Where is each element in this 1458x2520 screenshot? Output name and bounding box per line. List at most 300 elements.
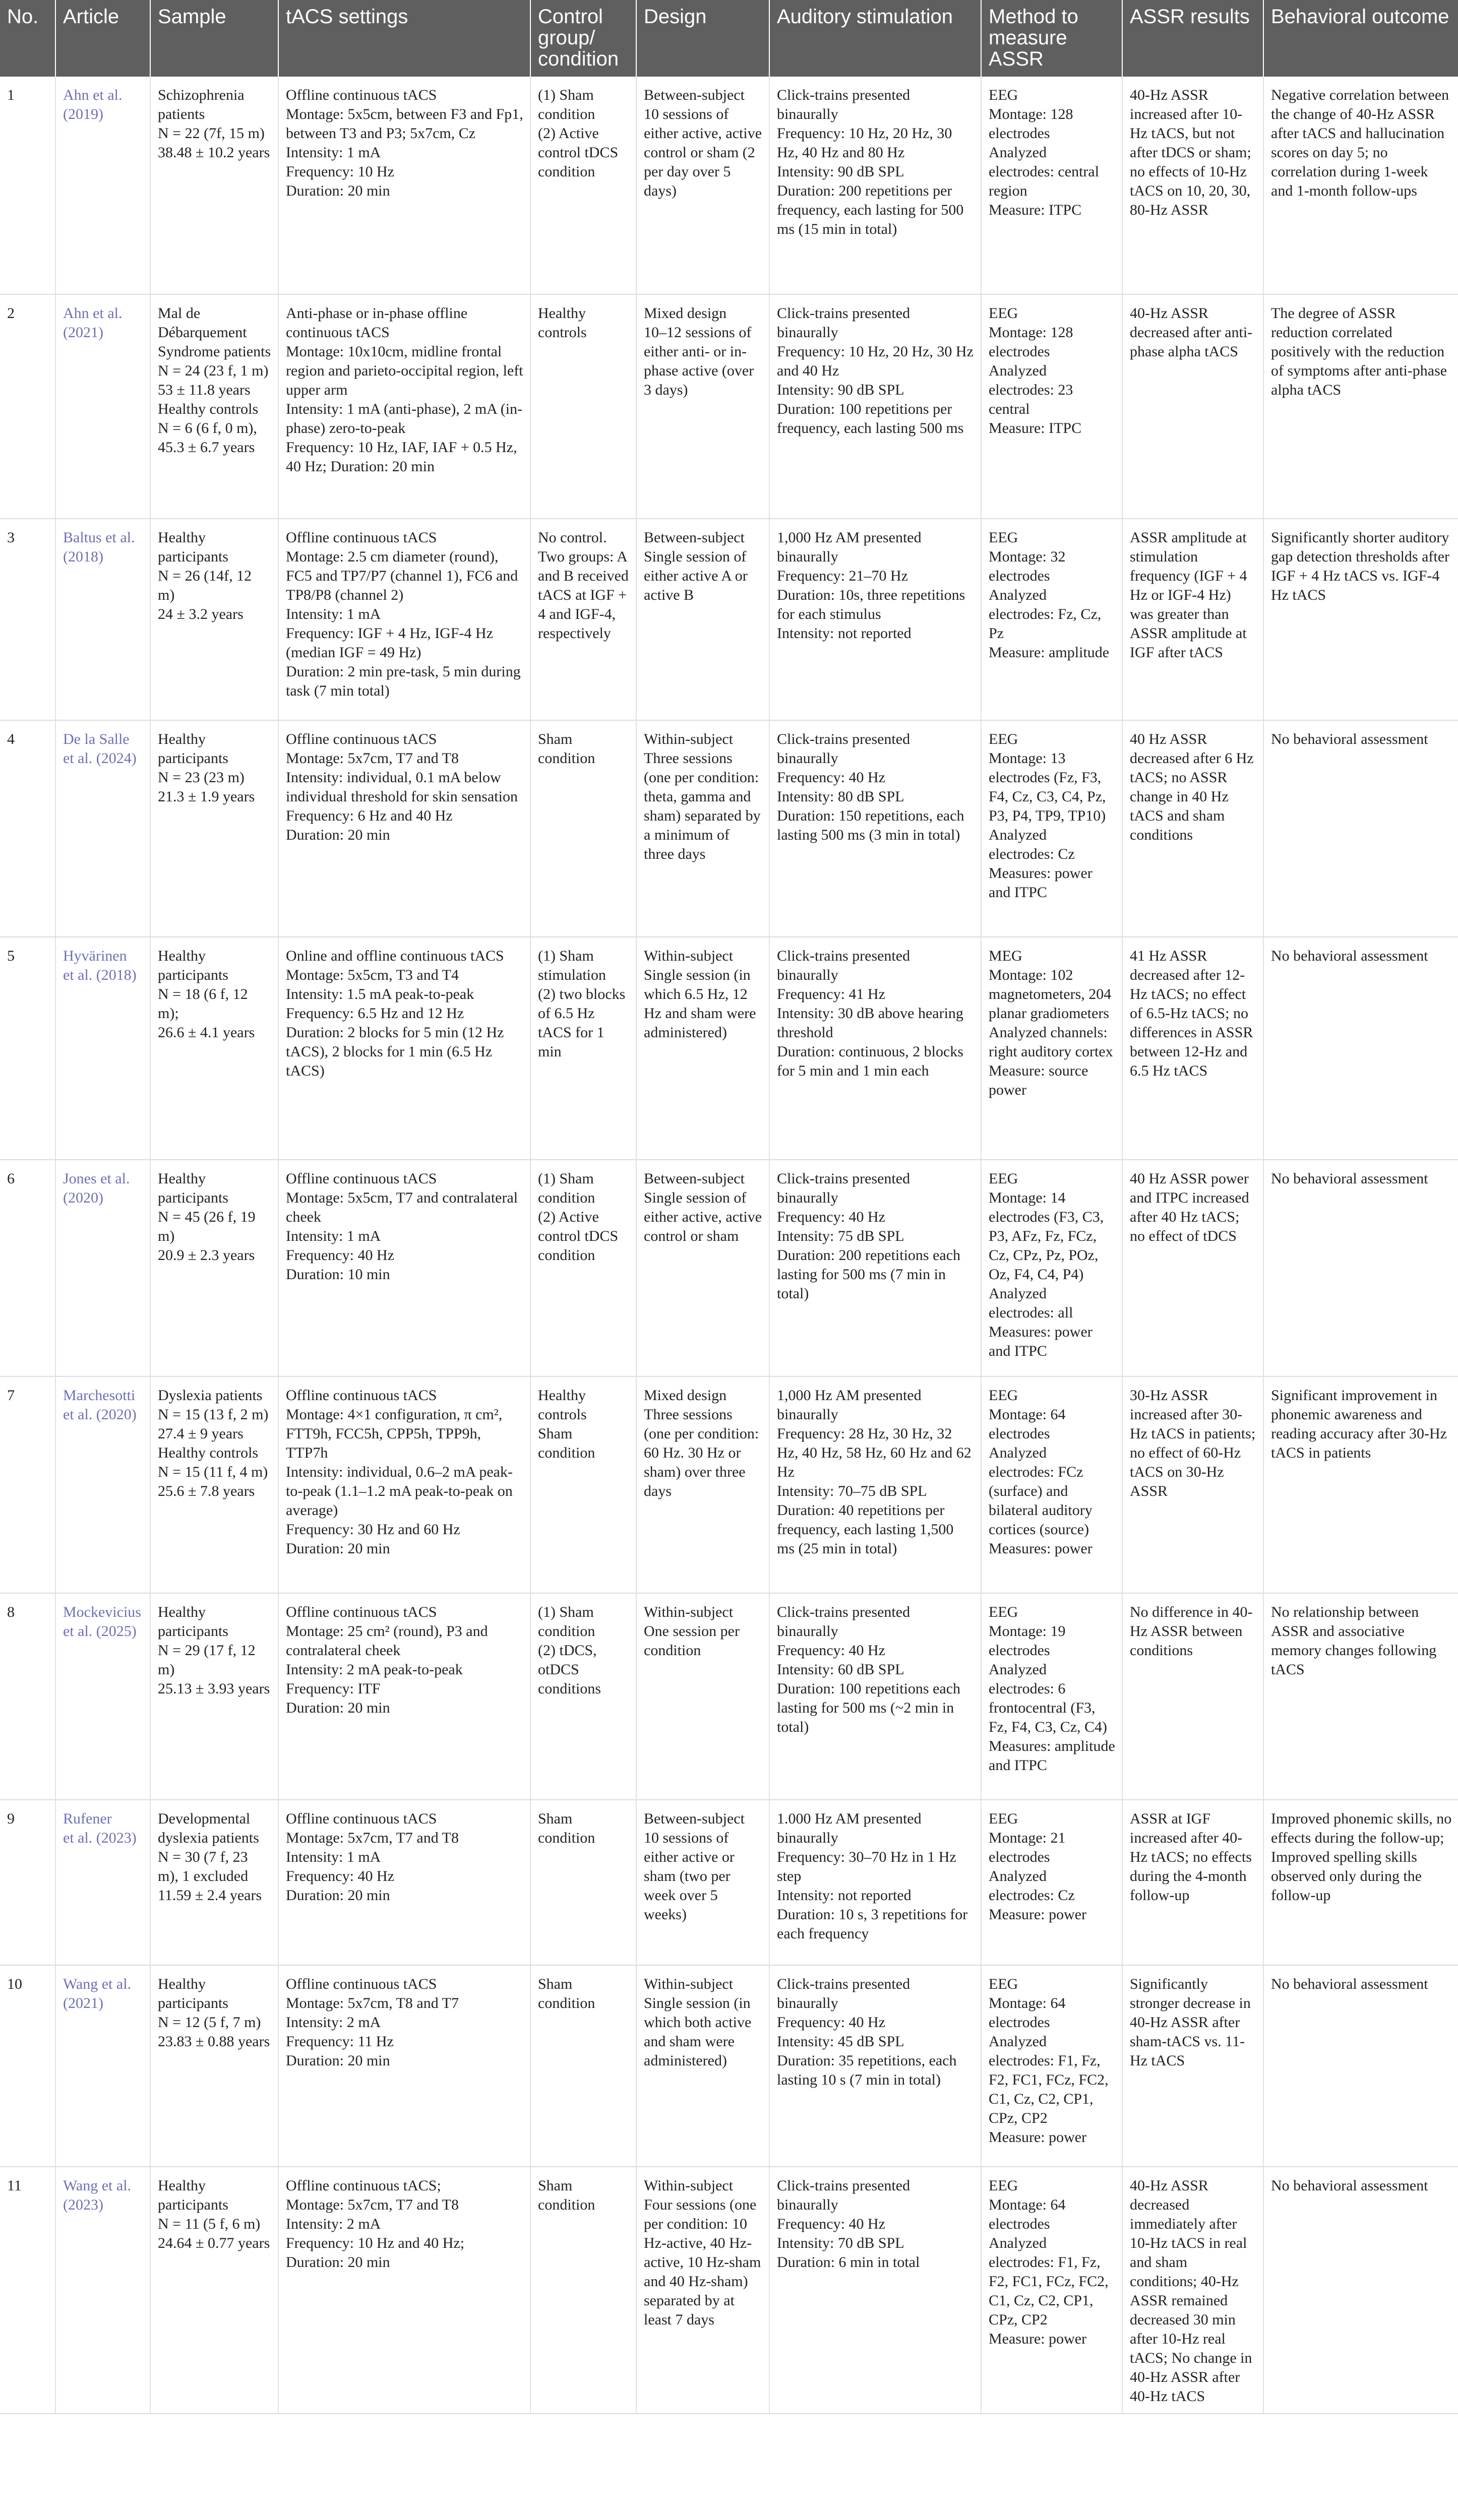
table-row (0, 77, 1458, 294)
header-method-to-measure-assr: Method to measure ASSR (981, 0, 1122, 77)
cell-tacs-settings (278, 1376, 530, 1593)
cell-design (636, 1800, 769, 1965)
cell-text-line: Offline continuous tACS (286, 731, 437, 747)
cell-assr-results (1122, 2167, 1263, 2414)
row-number: 6 (7, 1170, 15, 1187)
cell-text-line: Montage: 5x7cm, T8 and T7 (286, 1995, 459, 2011)
cell-method-to-measure-assr (981, 1160, 1122, 1376)
cell-auditory-stimulation (769, 1376, 981, 1593)
cell-assr-results (1122, 1965, 1263, 2167)
cell-text-line: Intensity: individual, 0.1 mA below individual threshold for skin sensation (286, 769, 518, 805)
cell-auditory-stimulation (769, 1160, 981, 1376)
cell-text-line: Duration: 6 min in total (777, 2254, 920, 2271)
cell-sample (150, 1800, 278, 1965)
cell-text-line: 10 sessions of either active or sham (two per week over 5 weeks) (644, 1830, 735, 1923)
table-row (0, 720, 1458, 937)
cell-text-line: Montage: 128 electrodes (989, 106, 1073, 142)
cell-text-line: Frequency: IGF + 4 Hz, IGF-4 Hz (median IGF = 49 Hz) (286, 625, 494, 661)
cell-text-line: 25.6 ± 7.8 years (158, 1483, 255, 1499)
cell-text-line: N = 24 (23 f, 1 m) (158, 362, 269, 379)
cell-control-group (530, 1965, 636, 2167)
table-row (0, 2167, 1458, 2414)
cell-text-line: Click-trains presented binaurally (777, 305, 910, 341)
cell-text-line: N = 29 (17 f, 12 m) (158, 1642, 256, 1678)
cell-tacs-settings (278, 1800, 530, 1965)
cell-text-line: Developmental dyslexia patients (158, 1810, 259, 1846)
cell-sample (150, 937, 278, 1160)
cell-design (636, 937, 769, 1160)
cell-text-line: Schizophrenia (158, 87, 245, 103)
cell-text-line: Montage: 5x5cm, between F3 and Fp1, between T3 and P3; 5x7cm, Cz (286, 106, 523, 142)
table-row (0, 1965, 1458, 2167)
cell-design (636, 720, 769, 937)
cell-control-group (530, 2167, 636, 2414)
cell-text-line: Sham condition (538, 2177, 595, 2213)
cell-text-line: Intensity: 30 dB above hearing threshold (777, 1005, 963, 1041)
cell-method-to-measure-assr (981, 2167, 1122, 2414)
cell-text-line: No behavioral assessment (1271, 731, 1428, 747)
table-body (0, 77, 1458, 2414)
cell-text-line: Between-subject (644, 1170, 745, 1187)
cell-auditory-stimulation (769, 294, 981, 519)
cell-text-line: 24 ± 3.2 years (158, 606, 244, 622)
cell-article (55, 77, 150, 294)
cell-text-line: Single session of either active, active control or sham (644, 1189, 762, 1244)
cell-no (0, 294, 55, 519)
cell-text-line: Mixed design (644, 1387, 727, 1404)
cell-text-line: Frequency: 30–70 Hz in 1 Hz step (777, 1849, 956, 1884)
article-citation-link[interactable]: et al. (2018) (63, 967, 137, 983)
cell-text-line: Sham condition (538, 1425, 595, 1461)
cell-control-group (530, 1376, 636, 1593)
cell-text-line: Frequency: 6 Hz and 40 Hz (286, 807, 453, 824)
cell-text-line: No behavioral assessment (1271, 2177, 1428, 2194)
cell-text-line: Duration: 100 repetitions per frequency, each lasting 500 ms (777, 401, 964, 436)
cell-article (55, 1376, 150, 1593)
cell-text-line: Frequency: 11 Hz (286, 2033, 394, 2050)
cell-text-line: Montage: 32 electrodes (989, 548, 1066, 584)
cell-text-line: EEG (989, 529, 1018, 546)
article-citation-link[interactable]: Ahn et al. (63, 87, 123, 103)
row-number: 1 (7, 87, 15, 103)
cell-text-line: Between-subject (644, 529, 745, 546)
cell-text-line: Intensity: 2 mA (286, 2216, 381, 2232)
cell-text-line: Healthy controls (158, 401, 259, 417)
cell-sample (150, 2167, 278, 2414)
cell-behavioral-outcome (1263, 2167, 1458, 2414)
cell-text-line: Intensity: 1 mA (286, 1228, 381, 1244)
cell-text-line: N = 26 (14f, 12 m) (158, 568, 252, 603)
cell-text-line: Montage: 5x7cm, T7 and T8 (286, 750, 459, 767)
cell-auditory-stimulation (769, 1965, 981, 2167)
cell-text-line: (2) Active control tDCS condition (538, 1209, 619, 1264)
cell-assr-results (1122, 937, 1263, 1160)
article-citation-link[interactable]: et al. (2020) (63, 1406, 137, 1423)
cell-text-line: Duration: 2 min pre-task, 5 min during task (7 min total) (286, 663, 521, 699)
table-header-row (0, 0, 1458, 77)
article-citation-link[interactable]: et al. (2025) (63, 1623, 137, 1640)
header-control-group: Control group/ condition (530, 0, 636, 77)
cell-text-line: Between-subject (644, 1810, 745, 1827)
cell-tacs-settings (278, 77, 530, 294)
cell-text-line: 21.3 ± 1.9 years (158, 788, 255, 805)
article-citation-link[interactable]: Marchesotti (63, 1387, 136, 1404)
cell-text-line: Intensity: not reported (777, 1887, 912, 1904)
cell-text-line: Montage: 64 electrodes (989, 1406, 1066, 1442)
cell-text-line: Healthy participants (158, 1604, 228, 1640)
article-citation-link[interactable]: Baltus et al. (63, 529, 135, 546)
cell-text-line: Measure: amplitude (989, 644, 1110, 661)
cell-text-line: Intensity: 45 dB SPL (777, 2033, 904, 2050)
table-row (0, 1376, 1458, 1593)
cell-text-line: Frequency: 10 Hz and 40 Hz; (286, 2235, 465, 2251)
table-row (0, 1160, 1458, 1376)
cell-text-line: Healthy participants (158, 1170, 228, 1206)
cell-assr-results (1122, 1376, 1263, 1593)
cell-text-line: Analyzed electrodes: Cz (989, 827, 1075, 862)
cell-text-line: No relationship between ASSR and associative memory changes following tACS (1271, 1604, 1437, 1678)
cell-text-line: (2) tDCS, otDCS conditions (538, 1642, 601, 1697)
row-number: 9 (7, 1810, 15, 1827)
cell-text-line: 1,000 Hz AM presented binaurally (777, 1387, 922, 1423)
cell-article (55, 720, 150, 937)
cell-text-line: Montage: 25 cm² (round), P3 and contralateral cheek (286, 1623, 488, 1659)
row-number: 4 (7, 731, 15, 747)
cell-text-line: Montage: 21 electrodes (989, 1830, 1066, 1865)
cell-text-line: 53 ± 11.8 years (158, 382, 251, 398)
cell-text-line: Intensity: 2 mA peak-to-peak (286, 1661, 463, 1678)
cell-text-line: Montage: 5x5cm, T7 and contralateral cheek (286, 1189, 518, 1225)
cell-text-line: Analyzed electrodes: all (989, 1285, 1073, 1321)
article-citation-link[interactable]: (2020) (63, 1189, 103, 1206)
cell-method-to-measure-assr (981, 294, 1122, 519)
article-citation-link[interactable]: Jones et al. (63, 1170, 130, 1187)
cell-method-to-measure-assr (981, 1376, 1122, 1593)
article-citation-link[interactable]: (2021) (63, 1995, 103, 2011)
cell-text-line: Duration: 20 min (286, 2052, 390, 2069)
cell-text-line: Duration: 20 min (286, 2254, 390, 2271)
cell-auditory-stimulation (769, 1593, 981, 1800)
article-citation-link[interactable]: (2021) (63, 324, 103, 341)
cell-text-line: Analyzed electrodes: central region (989, 144, 1100, 199)
cell-assr-results (1122, 519, 1263, 720)
cell-text-line: Significantly stronger decrease in 40-Hz ASSR after sham-tACS vs. 11-Hz tACS (1130, 1976, 1251, 2069)
cell-text-line: Analyzed electrodes: 23 central (989, 362, 1073, 417)
cell-text-line: Four sessions (one per condition: 10 Hz-active, 40 Hz-active, 10 Hz-sham and 40 Hz-sham) separated by at least 7 days (644, 2196, 761, 2328)
cell-no (0, 1965, 55, 2167)
row-number: 5 (7, 948, 15, 964)
article-citation-link[interactable]: Hyvärinen (63, 948, 127, 964)
cell-text-line: N = 22 (7f, 15 m) (158, 125, 265, 142)
cell-text-line: EEG (989, 1387, 1018, 1404)
cell-text-line: Montage: 14 electrodes (F3, C3, P3, AFz, Fz, FCz, Cz, CPz, Pz, POz, Oz, F4, C4, P4) (989, 1189, 1104, 1283)
cell-text-line: Offline continuous tACS; (286, 2177, 441, 2194)
cell-text-line: Intensity: 80 dB SPL (777, 788, 904, 805)
cell-design (636, 1376, 769, 1593)
cell-design (636, 77, 769, 294)
cell-text-line: Within-subject (644, 2177, 734, 2194)
cell-text-line: Duration: 20 min (286, 1540, 390, 1557)
article-citation-link[interactable]: De la Salle (63, 731, 130, 747)
cell-text-line: Online and offline continuous tACS (286, 948, 504, 964)
cell-assr-results (1122, 77, 1263, 294)
cell-text-line: (2) two blocks of 6.5 Hz tACS for 1 min (538, 986, 626, 1060)
cell-text-line: (1) Sham condition (538, 1604, 595, 1640)
cell-text-line: Offline continuous tACS (286, 1604, 437, 1620)
cell-text-line: N = 6 (6 f, 0 m), (158, 420, 257, 436)
cell-text-line: 40 Hz ASSR decreased after 6 Hz tACS; no ASSR change in 40 Hz tACS and sham conditions (1130, 731, 1254, 843)
cell-auditory-stimulation (769, 720, 981, 937)
cell-article (55, 1593, 150, 1800)
cell-text-line: 40-Hz ASSR decreased immediately after 10-Hz tACS in real and sham conditions; 40-Hz ASSR remained decreased 30 min after 10-Hz real tACS; No change in 40-Hz ASSR after 40-Hz tACS (1130, 2177, 1252, 2405)
cell-text-line: Montage: 5x7cm, T7 and T8 (286, 2196, 459, 2213)
cell-text-line: Between-subject (644, 87, 745, 103)
cell-text-line: Intensity: 60 dB SPL (777, 1661, 904, 1678)
cell-control-group (530, 294, 636, 519)
cell-text-line: Within-subject (644, 948, 734, 964)
cell-text-line: N = 45 (26 f, 19 m) (158, 1209, 256, 1244)
header-article: Article (55, 0, 150, 77)
cell-text-line: Measure: power (989, 2129, 1087, 2146)
cell-method-to-measure-assr (981, 77, 1122, 294)
cell-text-line: Significantly shorter auditory gap detection thresholds after IGF + 4 Hz tACS vs. IGF-4 Hz tACS (1271, 529, 1450, 603)
article-citation-link[interactable]: Mockevicius (63, 1604, 141, 1620)
header-sample: Sample (150, 0, 278, 77)
cell-text-line: No behavioral assessment (1271, 1170, 1428, 1187)
cell-behavioral-outcome (1263, 77, 1458, 294)
cell-text-line: Within-subject (644, 1604, 734, 1620)
cell-text-line: Frequency: 40 Hz (777, 2014, 885, 2031)
table-row (0, 519, 1458, 720)
cell-text-line: Montage: 19 electrodes (989, 1623, 1066, 1659)
cell-text-line: No control. Two groups: A and B received tACS at IGF + 4 and IGF-4, respectively (538, 529, 629, 642)
cell-assr-results (1122, 1593, 1263, 1800)
cell-no (0, 1376, 55, 1593)
article-citation-link[interactable]: Rufener (63, 1810, 112, 1827)
cell-text-line: Analyzed electrodes: Fz, Cz, Pz (989, 587, 1102, 642)
cell-text-line: EEG (989, 731, 1018, 747)
cell-text-line: Healthy participants (158, 2177, 228, 2213)
cell-text-line: Frequency: 30 Hz and 60 Hz (286, 1521, 460, 1538)
cell-tacs-settings (278, 1965, 530, 2167)
cell-text-line: Intensity: 75 dB SPL (777, 1228, 904, 1244)
cell-sample (150, 294, 278, 519)
cell-text-line: Significant improvement in phonemic awareness and reading accuracy after 30-Hz tACS in patients (1271, 1387, 1447, 1461)
cell-text-line: Click-trains presented binaurally (777, 87, 910, 122)
cell-article (55, 1965, 150, 2167)
cell-text-line: Frequency: 40 Hz (777, 1642, 885, 1659)
cell-text-line: 26.6 ± 4.1 years (158, 1024, 255, 1041)
cell-text-line: Montage: 10x10cm, midline frontal region and parieto-occipital region, left upper arm (286, 343, 523, 398)
cell-text-line: ASSR amplitude at stimulation frequency (IGF + 4 Hz or IGF-4 Hz) was greater than ASSR amplitude at IGF after tACS (1130, 529, 1247, 661)
article-citation-link[interactable]: Wang et al. (63, 1976, 132, 1992)
cell-sample (150, 720, 278, 937)
cell-text-line: Intensity: individual, 0.6–2 mA peak-to-peak (1.1–1.2 mA peak-to-peak on average) (286, 1464, 513, 1519)
cell-text-line: No behavioral assessment (1271, 948, 1428, 964)
cell-text-line: Montage: 128 electrodes (989, 324, 1073, 360)
cell-tacs-settings (278, 519, 530, 720)
cell-auditory-stimulation (769, 519, 981, 720)
cell-text-line: 40-Hz ASSR decreased after anti-phase alpha tACS (1130, 305, 1253, 360)
cell-article (55, 1800, 150, 1965)
article-citation-link[interactable]: Wang et al. (63, 2177, 132, 2194)
cell-text-line: Click-trains presented binaurally (777, 731, 910, 767)
cell-text-line: Measure: ITPC (989, 420, 1082, 436)
cell-text-line: Analyzed electrodes: 6 frontocentral (F3, Fz, F4, C3, Cz, C4) (989, 1661, 1108, 1735)
cell-text-line: Montage: 102 magnetometers, 204 planar gradiometers (989, 967, 1112, 1022)
cell-design (636, 519, 769, 720)
cell-sample (150, 519, 278, 720)
cell-text-line: Analyzed electrodes: FCz (surface) and bilateral auditory cortices (source) (989, 1444, 1092, 1538)
cell-no (0, 519, 55, 720)
header-tacs-settings: tACS settings (278, 0, 530, 77)
cell-behavioral-outcome (1263, 1160, 1458, 1376)
cell-text-line: Within-subject (644, 1976, 734, 1992)
cell-design (636, 1965, 769, 2167)
cell-text-line: Duration: 20 min (286, 182, 390, 199)
cell-text-line: Within-subject (644, 731, 734, 747)
cell-text-line: Frequency: 10 Hz, IAF, IAF + 0.5 Hz, 40 Hz; Duration: 20 min (286, 439, 517, 475)
cell-text-line: Measures: amplitude and ITPC (989, 1738, 1115, 1774)
cell-text-line: (1) Sham stimulation (538, 948, 606, 983)
cell-no (0, 2167, 55, 2414)
cell-design (636, 1160, 769, 1376)
cell-text-line: Montage: 13 electrodes (Fz, F3, F4, Cz, C3, C4, Pz, P3, P4, TP9, TP10) (989, 750, 1106, 824)
cell-text-line: Frequency: 40 Hz (777, 2216, 885, 2232)
cell-text-line: Frequency: 6.5 Hz and 12 Hz (286, 1005, 464, 1022)
cell-text-line: Intensity: 90 dB SPL (777, 382, 904, 398)
cell-article (55, 937, 150, 1160)
cell-behavioral-outcome (1263, 1593, 1458, 1800)
cell-text-line: Intensity: 70 dB SPL (777, 2235, 904, 2251)
cell-text-line: Offline continuous tACS (286, 1810, 437, 1827)
article-citation-link[interactable]: et al. (2023) (63, 1830, 137, 1846)
cell-text-line: Measures: power and ITPC (989, 1324, 1092, 1359)
article-citation-link[interactable]: (2023) (63, 2196, 103, 2213)
cell-text-line: Duration: 20 min (286, 827, 390, 843)
cell-text-line: (2) Active control tDCS condition (538, 125, 619, 180)
header-assr-results: ASSR results (1122, 0, 1263, 77)
table-row (0, 294, 1458, 519)
cell-text-line: Frequency: 40 Hz (286, 1247, 394, 1264)
cell-text-line: Anti-phase or in-phase offline continuous tACS (286, 305, 468, 341)
cell-text-line: Measure: power (989, 2330, 1087, 2347)
table-row (0, 1593, 1458, 1800)
cell-method-to-measure-assr (981, 1800, 1122, 1965)
cell-text-line: EEG (989, 305, 1018, 322)
cell-behavioral-outcome (1263, 1800, 1458, 1965)
cell-text-line: Healthy controls (538, 1387, 587, 1423)
cell-text-line: ASSR at IGF increased after 40-Hz tACS; no effects during the 4-month follow-up (1130, 1810, 1252, 1904)
cell-behavioral-outcome (1263, 720, 1458, 937)
cell-auditory-stimulation (769, 1800, 981, 1965)
cell-text-line: Healthy participants (158, 529, 228, 565)
cell-text-line: Frequency: 41 Hz (777, 986, 885, 1002)
row-number: 7 (7, 1387, 15, 1404)
cell-text-line: 40-Hz ASSR increased after 10-Hz tACS, but not after tDCS or sham; no effects of 10-Hz tACS on 10, 20, 30, 80-Hz ASSR (1130, 87, 1251, 218)
cell-text-line: 30-Hz ASSR increased after 30-Hz tACS in patients; no effect of 60-Hz tACS on 30-Hz ASSR (1130, 1387, 1256, 1499)
cell-method-to-measure-assr (981, 519, 1122, 720)
cell-text-line: (1) Sham condition (538, 1170, 595, 1206)
cell-text-line: Offline continuous tACS (286, 529, 437, 546)
cell-text-line: Montage: 64 electrodes (989, 1995, 1066, 2031)
cell-auditory-stimulation (769, 2167, 981, 2414)
cell-text-line: Mal de Débarquement Syndrome patients (158, 305, 271, 360)
cell-text-line: 41 Hz ASSR decreased after 12-Hz tACS; no effect of 6.5-Hz tACS; no differences in ASSR between 12-Hz and 6.5 Hz tACS (1130, 948, 1253, 1079)
cell-no (0, 1593, 55, 1800)
cell-text-line: 24.64 ± 0.77 years (158, 2235, 270, 2251)
article-citation-link[interactable]: (2018) (63, 548, 103, 565)
cell-text-line: Sham condition (538, 1810, 595, 1846)
cell-text-line: Offline continuous tACS (286, 1170, 437, 1187)
cell-text-line: Montage: 5x7cm, T7 and T8 (286, 1830, 459, 1846)
cell-control-group (530, 937, 636, 1160)
cell-text-line: Mixed design (644, 305, 727, 322)
cell-text-line: Offline continuous tACS (286, 87, 437, 103)
cell-text-line: EEG (989, 1810, 1018, 1827)
cell-text-line: Single session of either active A or active B (644, 548, 748, 603)
cell-control-group (530, 77, 636, 294)
cell-no (0, 1160, 55, 1376)
cell-text-line: Frequency: 40 Hz (777, 769, 885, 786)
cell-text-line: Duration: 35 repetitions, each lasting 10 s (7 min in total) (777, 2052, 957, 2088)
cell-tacs-settings (278, 937, 530, 1160)
cell-text-line: MEG (989, 948, 1022, 964)
cell-tacs-settings (278, 294, 530, 519)
cell-auditory-stimulation (769, 937, 981, 1160)
cell-text-line: Analyzed channels: right auditory cortex (989, 1024, 1113, 1060)
cell-design (636, 2167, 769, 2414)
cell-article (55, 2167, 150, 2414)
cell-text-line: N = 30 (7 f, 23 m), 1 excluded (158, 1849, 249, 1884)
article-citation-link[interactable]: Ahn et al. (63, 305, 123, 322)
cell-text-line: Healthy participants (158, 948, 228, 983)
cell-text-line: EEG (989, 2177, 1018, 2194)
cell-text-line: Negative correlation between the change of 40-Hz ASSR after tACS and hallucination scores on day 5; no correlation during 1-week and 1-month follow-ups (1271, 87, 1449, 199)
cell-text-line: Three sessions (one per condition: 60 Hz. 30 Hz or sham) over three days (644, 1406, 759, 1499)
cell-text-line: Intensity: 1 mA (anti-phase), 2 mA (in-phase) zero-to-peak (286, 401, 523, 436)
cell-control-group (530, 519, 636, 720)
cell-text-line: Frequency: 28 Hz, 30 Hz, 32 Hz, 40 Hz, 58 Hz, 60 Hz and 62 Hz (777, 1425, 971, 1480)
cell-text-line: 45.3 ± 6.7 years (158, 439, 255, 456)
cell-article (55, 294, 150, 519)
cell-text-line: Single session (in which 6.5 Hz, 12 Hz and sham were administered) (644, 967, 756, 1041)
cell-text-line: Click-trains presented binaurally (777, 1976, 910, 2011)
cell-text-line: Healthy controls (538, 305, 587, 341)
cell-text-line: Duration: 200 repetitions per frequency, each lasting for 500 ms (15 min in total) (777, 182, 964, 237)
cell-text-line: Healthy participants (158, 731, 228, 767)
article-citation-link[interactable]: et al. (2024) (63, 750, 137, 767)
cell-text-line: 1.000 Hz AM presented binaurally (777, 1810, 922, 1846)
cell-text-line: Measure: power (989, 1906, 1087, 1923)
row-number: 2 (7, 305, 15, 322)
cell-text-line: N = 18 (6 f, 12 m); (158, 986, 248, 1022)
cell-text-line: Intensity: 1 mA (286, 606, 381, 622)
cell-behavioral-outcome (1263, 937, 1458, 1160)
cell-text-line: Frequency: 10 Hz, 20 Hz, 30 Hz, 40 Hz and 80 Hz (777, 125, 952, 161)
cell-article (55, 519, 150, 720)
cell-tacs-settings (278, 1160, 530, 1376)
cell-text-line: Offline continuous tACS (286, 1387, 437, 1404)
cell-text-line: (1) Sham condition (538, 87, 595, 122)
cell-text-line: Duration: 100 repetitions each lasting for 500 ms (~2 min in total) (777, 1680, 961, 1735)
article-citation-link[interactable]: (2019) (63, 106, 103, 122)
cell-sample (150, 1593, 278, 1800)
cell-text-line: Analyzed electrodes: Cz (989, 1868, 1075, 1904)
cell-text-line: Duration: 2 blocks for 5 min (12 Hz tACS), 2 blocks for 1 min (6.5 Hz tACS) (286, 1024, 504, 1079)
cell-text-line: N = 15 (11 f, 4 m) (158, 1464, 268, 1480)
cell-text-line: EEG (989, 1976, 1018, 1992)
